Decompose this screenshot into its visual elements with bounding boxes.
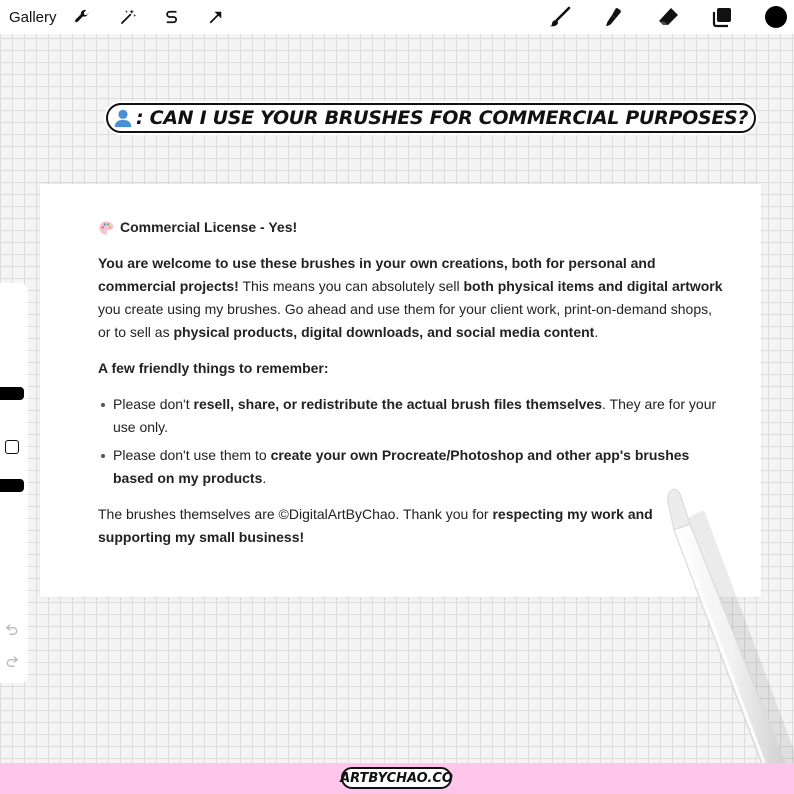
license-content: [98, 216, 723, 562]
usage-paragraph: [98, 252, 723, 344]
reminders-title: A few friendly things to remember:: [98, 360, 329, 376]
bullet1-text-1: Please don't: [113, 396, 194, 412]
footer-bar: [0, 763, 794, 794]
selection-s-icon[interactable]: [161, 6, 183, 28]
bullet1-text-2: . They are for your use only.: [113, 396, 717, 435]
closing-paragraph: [98, 503, 658, 549]
question-heading: [106, 103, 756, 133]
redo-icon[interactable]: [4, 653, 20, 669]
closing-bold: respecting my work and supporting my small business!: [98, 506, 653, 545]
brand-badge[interactable]: ARTBYCHAO.CO: [341, 767, 452, 789]
left-sidebar: [0, 283, 28, 683]
license-title-text: Commercial License - Yes!: [120, 219, 298, 235]
bullet2-text-2: .: [262, 470, 267, 486]
color-picker-button[interactable]: [765, 6, 787, 28]
eraser-icon[interactable]: [655, 4, 681, 30]
modify-button[interactable]: [5, 440, 19, 454]
license-title: [98, 216, 723, 239]
usage-text-1: This means you can absolutely sell: [238, 278, 464, 294]
bullet2-bold: create your own Procreate/Photoshop and other app's brushes based on my products: [113, 447, 690, 486]
usage-text-2: you create using my brushes. Go ahead and use them for your client work, print-on-demand shops, or to sell as: [98, 301, 712, 340]
brush-icon[interactable]: [547, 4, 573, 30]
top-toolbar: [0, 0, 794, 34]
list-item: [98, 444, 723, 490]
gallery-button[interactable]: Gallery: [9, 9, 57, 26]
bullet1-bold: resell, share, or redistribute the actual brush files themselves: [193, 396, 603, 412]
palette-icon: [98, 220, 114, 236]
layers-icon[interactable]: [709, 4, 735, 30]
wrench-icon[interactable]: [71, 6, 93, 28]
brush-size-slider-handle[interactable]: [0, 387, 24, 400]
usage-bold-1: You are welcome to use these brushes in your own creations, both for personal and commercial projects!: [98, 255, 656, 294]
usage-text-3: .: [594, 324, 599, 340]
license-card: [40, 184, 761, 597]
question-text: : CAN I USE YOUR BRUSHES FOR COMMERCIAL PURPOSES?: [136, 107, 749, 129]
reminders-list: [98, 393, 723, 490]
usage-bold-2: both physical items and digital artwork: [463, 278, 723, 294]
usage-bold-3: physical products, digital downloads, and social media content: [173, 324, 595, 340]
stylus-pencil-icon: [660, 480, 794, 770]
opacity-slider-handle[interactable]: [0, 479, 24, 492]
bullet2-text-1: Please don't use them to: [113, 447, 271, 463]
undo-icon[interactable]: [4, 621, 20, 637]
magic-wand-icon[interactable]: [117, 6, 139, 28]
move-arrow-icon[interactable]: [205, 6, 227, 28]
list-item: [98, 393, 723, 439]
user-icon: [112, 107, 134, 129]
closing-text: The brushes themselves are ©DigitalArtByChao. Thank you for: [98, 506, 493, 522]
smudge-icon[interactable]: [601, 4, 627, 30]
